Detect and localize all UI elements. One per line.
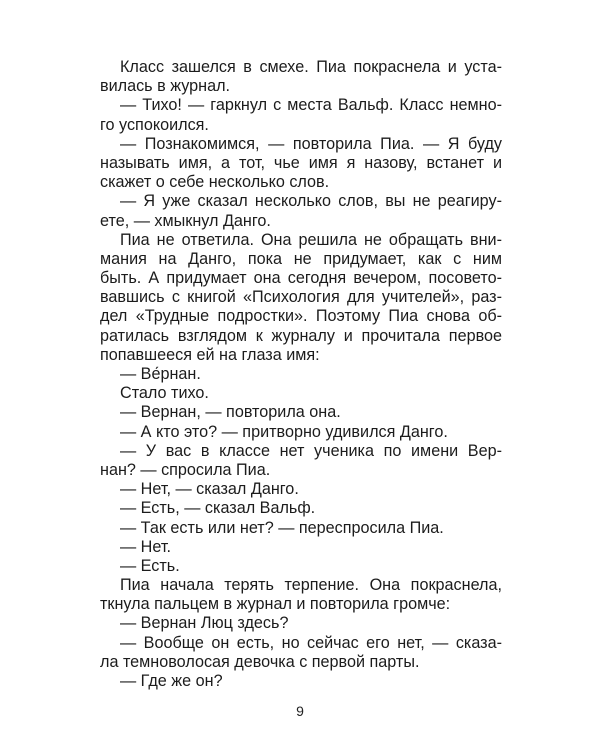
text-line: — Тихо! — гаркнул с места Вальф. Класс немно- bbox=[120, 96, 502, 115]
text-line: нан? — спросила Пиа. bbox=[100, 460, 271, 479]
text-line: Класс зашелся в смехе. Пиа покраснела и уста- bbox=[120, 58, 502, 76]
text-line: — Познакомимся, — повторила Пиа. — Я буду bbox=[120, 134, 502, 153]
text-line: ете, — хмыкнул Данго. bbox=[100, 211, 271, 230]
text-line: — Ве́рнан. bbox=[120, 365, 201, 383]
text-line: го успокоился. bbox=[100, 115, 209, 134]
text-line: ткнула пальцем в журнал и повторила громче: bbox=[100, 595, 451, 614]
text-line: — Есть, — сказал Вальф. bbox=[120, 499, 316, 518]
text-line: быть. А придумает она сегодня вечером, посовето- bbox=[100, 269, 502, 288]
text-line: — Есть. bbox=[120, 556, 180, 575]
text-line: — Где же он? bbox=[120, 672, 223, 690]
text-line: ла темноволосая девочка с первой парты. bbox=[100, 652, 420, 671]
text-line: вавшись с книгой «Психология для учителей», раз- bbox=[100, 288, 502, 307]
page-number: 9 bbox=[296, 703, 304, 719]
text-line: — Вообще он есть, но сейчас его нет, — сказа- bbox=[120, 633, 502, 652]
text-line: ратилась взглядом к журналу и прочитала первое bbox=[100, 326, 502, 345]
text-line: — Нет. bbox=[120, 537, 171, 556]
text-line: — У вас в классе нет ученика по имени Вер- bbox=[120, 441, 502, 460]
text-line: — А кто это? — притворно удивился Данго. bbox=[120, 422, 448, 441]
text-line: — Вернан Люц здесь? bbox=[120, 614, 289, 633]
text-line: называть имя, а тот, чье имя я назову, встанет и bbox=[100, 153, 502, 172]
text-line: дел «Трудные подростки». Поэтому Пиа снова об- bbox=[100, 307, 502, 326]
text-line: попавшееся ей на глаза имя: bbox=[100, 345, 320, 364]
text-line: — Я уже сказал несколько слов, вы не реагиру- bbox=[120, 192, 502, 211]
text-line: вилась в журнал. bbox=[100, 77, 231, 96]
text-line: Пиа не ответила. Она решила не обращать вни- bbox=[120, 230, 502, 249]
text-line: мания на Данго, пока не придумает, как с ним bbox=[100, 249, 502, 268]
text-line: Стало тихо. bbox=[120, 384, 209, 403]
text-line: Пиа начала терять терпение. Она покраснела, bbox=[120, 576, 502, 595]
text-line: — Нет, — сказал Данго. bbox=[120, 480, 299, 499]
text-line: скажет о себе несколько слов. bbox=[100, 173, 330, 192]
text-line: — Вернан, — повторила она. bbox=[120, 403, 341, 422]
text-line: — Так есть или нет? — переспросила Пиа. bbox=[120, 518, 444, 537]
page-text bbox=[100, 58, 502, 691]
